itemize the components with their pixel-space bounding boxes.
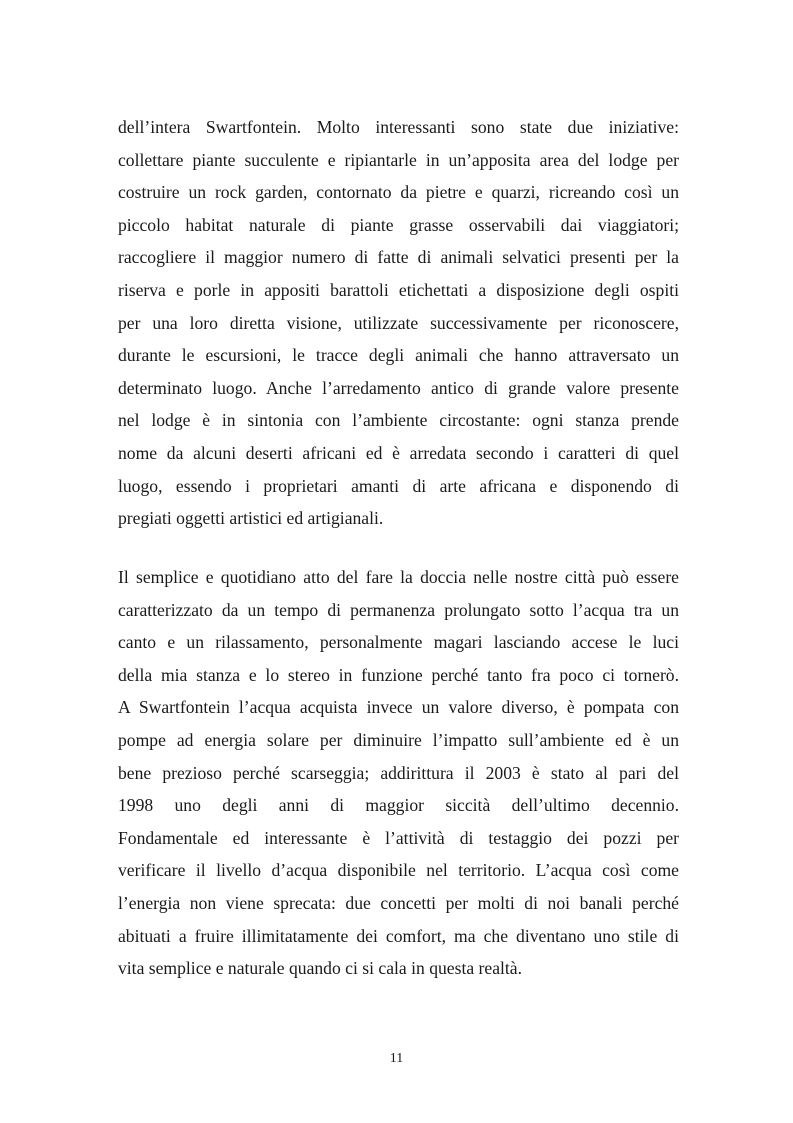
text-line: costruire un rock garden, contornato da pietre e quarzi, ricreando così un <box>118 182 679 203</box>
text-line: pregiati oggetti artistici ed artigianali. <box>118 508 384 529</box>
text-line: riserva e porle in appositi barattoli etichettati a disposizione degli ospiti <box>118 279 679 300</box>
paragraph-1 <box>118 111 679 535</box>
text-line: Il semplice e quotidiano atto del fare la doccia nelle nostre città può essere <box>118 567 679 587</box>
text-line: l’energia non viene sprecata: due concetti per molti di noi banali perché <box>118 892 679 913</box>
page-number: 11 <box>389 1051 404 1066</box>
text-line: abituati a fruire illimitatamente dei comfort, ma che diventano uno stile di <box>118 925 679 946</box>
paragraph-2 <box>118 561 679 985</box>
text-line: della mia stanza e lo stereo in funzione perché tanto fra poco ci tornerò. <box>118 664 679 685</box>
text-line: 1998 uno degli anni di maggior siccità dell’ultimo decennio. <box>118 795 679 816</box>
text-line: vita semplice e naturale quando ci si cala in questa realtà. <box>118 958 522 979</box>
text-line: luogo, essendo i proprietari amanti di arte africana e disponendo di <box>118 475 679 496</box>
text-line: nome da alcuni deserti africani ed è arredata secondo i caratteri di quel <box>118 442 679 463</box>
text-line: A Swartfontein l’acqua acquista invece un valore diverso, è pompata con <box>118 697 679 718</box>
text-line: nel lodge è in sintonia con l’ambiente circostante: ogni stanza prende <box>118 410 679 431</box>
text-line: pompe ad energia solare per diminuire l’impatto sull’ambiente ed è un <box>118 729 679 750</box>
text-line: dell’intera Swartfontein. Molto interessanti sono state due iniziative: <box>118 117 679 137</box>
text-line: durante le escursioni, le tracce degli animali che hanno attraversato un <box>118 345 679 366</box>
text-line: determinato luogo. Anche l’arredamento antico di grande valore presente <box>118 377 679 398</box>
text-line: per una loro diretta visione, utilizzate successivamente per riconoscere, <box>118 312 679 333</box>
text-line: canto e un rilassamento, personalmente magari lasciando accese le luci <box>118 632 679 653</box>
text-line: caratterizzato da un tempo di permanenza prolungato sotto l’acqua tra un <box>118 599 679 620</box>
text-line: bene prezioso perché scarseggia; addirittura il 2003 è stato al pari del <box>118 762 679 783</box>
text-line: Fondamentale ed interessante è l’attività di testaggio dei pozzi per <box>118 827 679 848</box>
text-line: verificare il livello d’acqua disponibile nel territorio. L’acqua così come <box>118 860 679 881</box>
text-line: collettare piante succulente e ripiantarle in un’apposita area del lodge per <box>118 149 679 170</box>
text-line: piccolo habitat naturale di piante grasse osservabili dai viaggiatori; <box>118 214 679 235</box>
text-line: raccogliere il maggior numero di fatte di animali selvatici presenti per la <box>118 247 679 268</box>
